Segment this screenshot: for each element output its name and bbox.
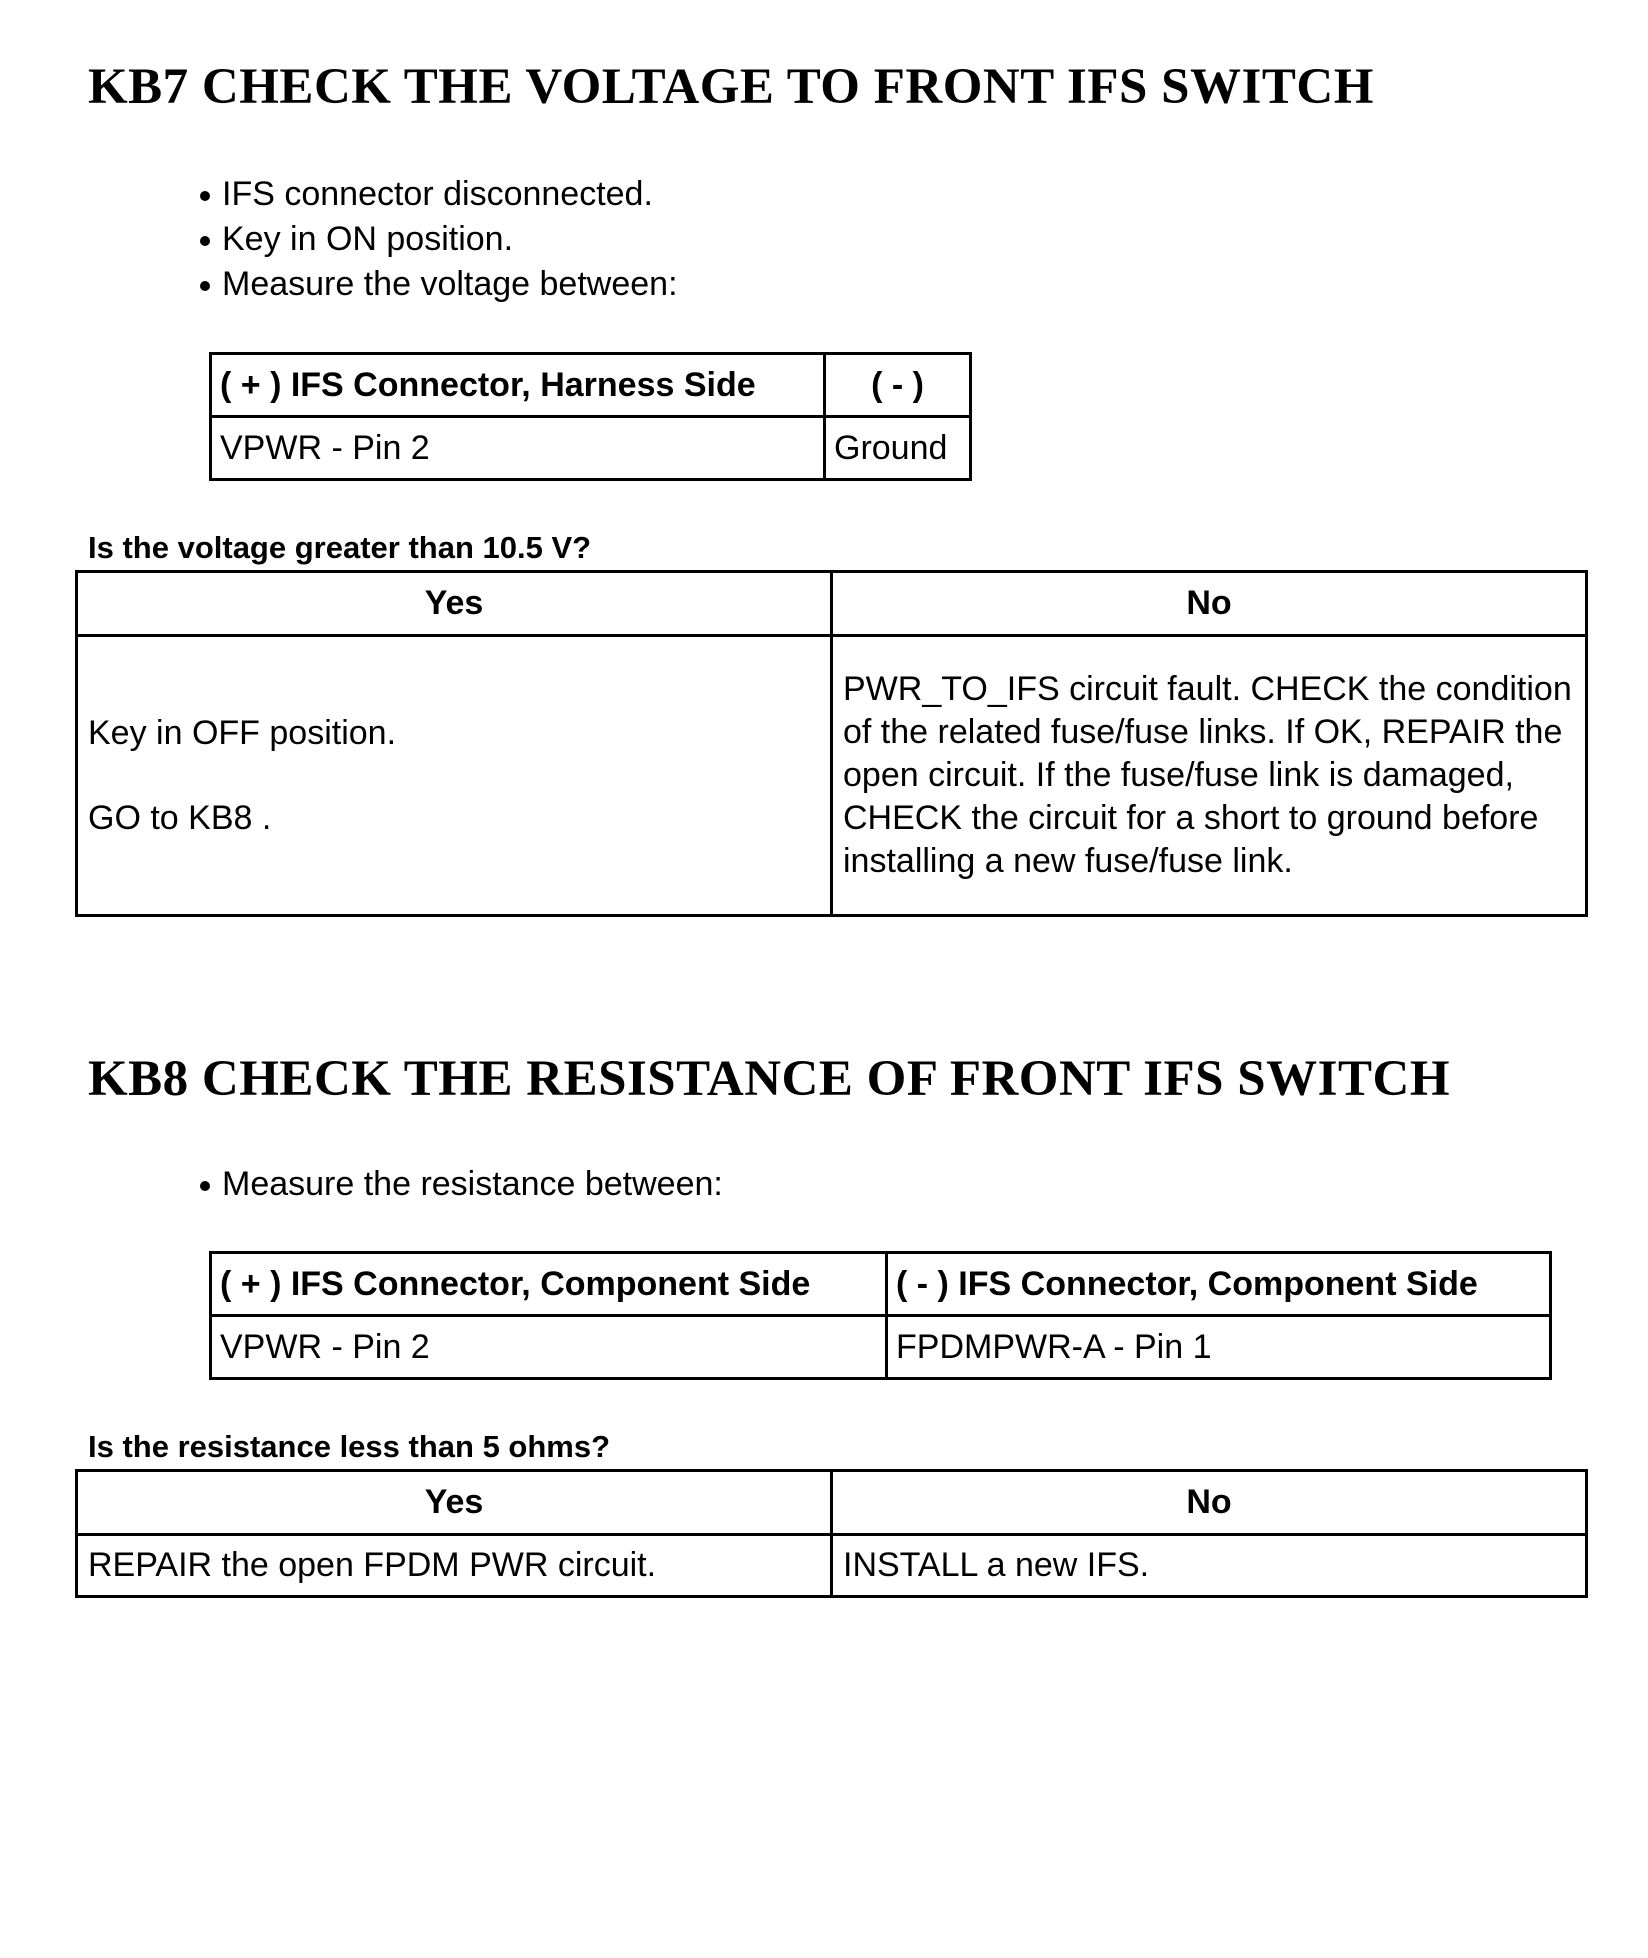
kb7-question: Is the voltage greater than 10.5 V? — [88, 530, 592, 565]
list-item: Measure the voltage between: — [196, 262, 678, 307]
table-header: ( - ) IFS Connector, Component Side — [887, 1253, 1551, 1316]
kb7-connector-table — [209, 352, 972, 481]
table-header: ( + ) IFS Connector, Component Side — [211, 1253, 887, 1316]
kb8-result-table — [75, 1469, 1588, 1598]
yes-cell: REPAIR the open FPDM PWR circuit. — [77, 1535, 832, 1597]
yes-header: Yes — [77, 572, 832, 636]
table-header: ( - ) — [825, 354, 971, 417]
table-header: ( + ) IFS Connector, Harness Side — [211, 354, 825, 417]
yes-header: Yes — [77, 1471, 832, 1535]
table-cell: VPWR - Pin 2 — [211, 417, 825, 480]
list-item: Key in ON position. — [196, 217, 678, 262]
kb7-heading: KB7 CHECK THE VOLTAGE TO FRONT IFS SWITCH — [88, 59, 1374, 115]
table-cell: VPWR - Pin 2 — [211, 1316, 887, 1379]
no-header: No — [832, 572, 1587, 636]
no-cell: INSTALL a new IFS. — [832, 1535, 1587, 1597]
list-item: IFS connector disconnected. — [196, 172, 678, 217]
kb8-heading: KB8 CHECK THE RESISTANCE OF FRONT IFS SWITCH — [88, 1051, 1450, 1107]
kb8-bullet-list — [196, 1162, 723, 1207]
yes-line: Key in OFF position. — [88, 713, 397, 752]
yes-line: GO to KB8 . — [88, 798, 272, 837]
no-header: No — [832, 1471, 1587, 1535]
kb8-connector-table — [209, 1251, 1552, 1380]
table-cell: Ground — [825, 417, 971, 480]
kb7-result-table — [75, 570, 1588, 917]
kb8-question: Is the resistance less than 5 ohms? — [88, 1429, 611, 1464]
kb7-bullet-list — [196, 172, 678, 307]
table-cell: FPDMPWR-A - Pin 1 — [887, 1316, 1551, 1379]
no-cell: PWR_TO_IFS circuit fault. CHECK the condition of the related fuse/fuse links. If OK, REPAIR the open circuit. If the fuse/fuse link is damaged, CHECK the circuit for a short to ground before installing a new fuse/fuse link. — [832, 636, 1587, 916]
list-item: Measure the resistance between: — [196, 1162, 723, 1207]
yes-cell — [77, 636, 832, 916]
